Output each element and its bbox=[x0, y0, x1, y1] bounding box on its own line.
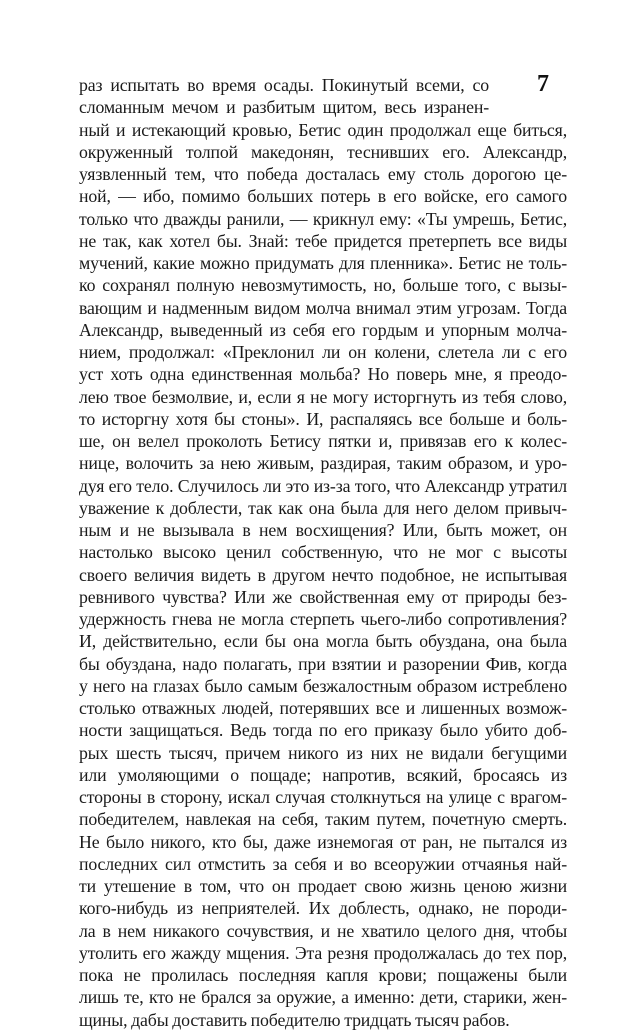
text-line: нице, волочить за нею живым, раздирая, таким образом, и уро- bbox=[79, 453, 567, 474]
text-line: у него на глазах было самым безжалостным образом истреблено bbox=[79, 675, 567, 696]
text-line: ным и не вызывала в нем восхищения? Или, быть может, он bbox=[79, 520, 567, 540]
text-line: последних сил отмстить за себя и во всеоружии отчаянья най- bbox=[79, 853, 567, 874]
text-line: мучений, какие можно придумать для пленника». Бетис не толь- bbox=[79, 253, 567, 273]
text-line: ности защищаться. Ведь тогда по его приказу было убито доб- bbox=[79, 720, 567, 741]
text-line: уст хоть одна единственная мольба? Но поверь мне, я преодо- bbox=[79, 364, 567, 385]
text-line: утолить его жажду мщения. Эта резня продолжалась до тех пор, bbox=[79, 942, 567, 963]
text-line: кого-нибудь из неприятелей. Их доблесть, однако, не породи- bbox=[79, 898, 567, 919]
text-line: удержность гнева не могла стерпеть чьего-либо сопротивления? bbox=[79, 609, 567, 629]
text-line: вающим и надменным видом молча внимал этим угрозам. Тогда bbox=[79, 297, 567, 318]
page-number: 7 bbox=[537, 71, 549, 97]
text-line: лишь те, кто не брался за оружие, а именно: дети, старики, жен- bbox=[79, 987, 567, 1008]
text-line: настолько высоко ценил собственную, что не мог с высоты bbox=[79, 542, 567, 563]
text-line: только что дважды ранили, — крикнул ему: «Ты умрешь, Бетис, bbox=[79, 208, 567, 229]
text-line: ла в нем никакого сочувствия, и не хватило целого дня, чтобы bbox=[79, 920, 567, 941]
text-line: ревнивого чувства? Или же свойственная ему от природы без- bbox=[79, 586, 567, 607]
text-line: лею твое безмолвие, и, если я не могу исторгнуть из тебя слово, bbox=[79, 386, 567, 407]
text-line: ный и истекающий кровью, Бетис один продолжал еще биться, bbox=[79, 119, 567, 140]
text-line: уязвленный тем, что победа досталась ему столь дорогою це- bbox=[79, 164, 567, 184]
text-line: бы обуздана, надо полагать, при взятии и разорении Фив, когда bbox=[79, 653, 567, 674]
text-line: Александр, выведенный из себя его гордым и упорным молча- bbox=[79, 319, 567, 340]
text-line: пока не пролилась последняя капля крови; пощажены были bbox=[79, 965, 567, 985]
text-line: стороны в сторону, искал случая столкнуться на улице с врагом- bbox=[79, 787, 567, 807]
body-text bbox=[79, 71, 567, 1031]
text-line: уважение к доблести, так как она была для него делом привыч- bbox=[79, 497, 567, 518]
text-line: победителем, навлекая на себя, таким путем, почетную смерть. bbox=[79, 809, 567, 830]
text-line: дуя его тело. Случилось ли это из-за того, что Александр утратил bbox=[79, 475, 567, 496]
text-line: ко сохранял полную невозмутимость, но, больше того, с вызы- bbox=[79, 275, 567, 296]
text-line: раз испытать во время осады. Покинутый всеми, со bbox=[79, 75, 489, 95]
text-line: не так, как хотел бы. Знай: тебе придется претерпеть все виды bbox=[79, 230, 567, 251]
text-line: то исторгну хотя бы стоны». И, распаляясь все больше и боль- bbox=[79, 408, 567, 429]
text-line: ти утешение в том, что он продает свою жизнь ценою жизни bbox=[79, 876, 567, 896]
text-line: сломанным мечом и разбитым щитом, весь изранен- bbox=[79, 97, 489, 118]
text-line: Не было никого, кто бы, даже изнемогая от ран, не пытался из bbox=[79, 831, 567, 852]
text-line: ше, он велел проколоть Бетису пятки и, привязав его к колес- bbox=[79, 431, 567, 451]
text-line: рых шесть тысяч, причем никого из них не видали бегущими bbox=[79, 742, 567, 763]
text-line: нием, продолжал: «Преклонил ли он колени, слетела ли с его bbox=[79, 342, 567, 362]
text-line: своего величия видеть в другом нечто подобное, не испытывая bbox=[79, 564, 567, 585]
text-line: окруженный толпой македонян, теснивших его. Александр, bbox=[79, 141, 567, 162]
text-line: ной, — ибо, помимо больших потерь в его войске, его самого bbox=[79, 186, 567, 207]
text-line: столько отважных людей, потерявших все и лишенных возмож- bbox=[79, 698, 567, 718]
text-line: И, действительно, если бы она могла быть обуздана, она была bbox=[79, 631, 567, 652]
text-line: щины, дабы доставить победителю тридцать тысяч рабов. bbox=[79, 1009, 510, 1030]
text-line: или умоляющими о пощаде; напротив, всякий, бросаясь из bbox=[79, 764, 567, 785]
